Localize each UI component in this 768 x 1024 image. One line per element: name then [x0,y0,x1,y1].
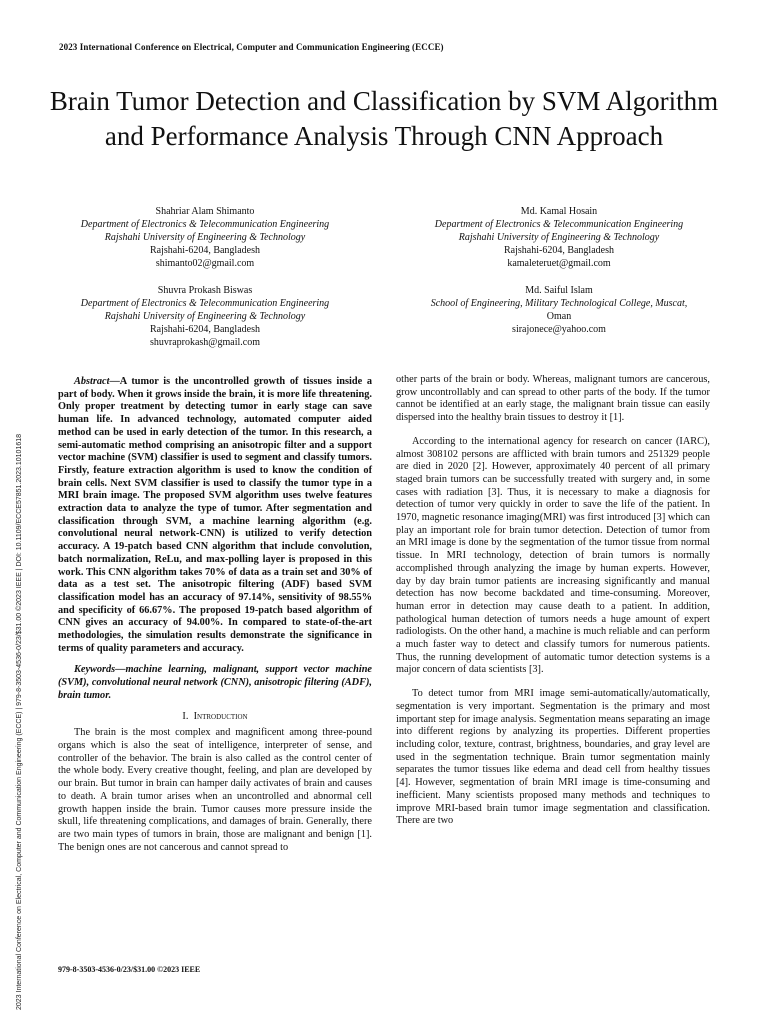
abstract-label: Abstract [74,376,110,387]
body-paragraph: The brain is the most complex and magnificent among three-pound organs which is also the seat of intelligence, interpreter of sense, and controller of the behavior. The brain is also called as the control center of the whole body. Every creative thought, feeling, and plan are developed by our brain. But tumor in brain can hamper daily activates of brain and causes to death. A brain tumor arises when an uncontrolled and abnormal cell growth happen inside the brain. Tumor causes more pressure inside the skull, life threatening complications, and damages of brain. Generally, there are two main types of tumors in brain, those are malignant and benign [1]. The benign ones are not cancerous and cannot spread to [58,727,372,853]
keywords-text: —machine learning, malignant, support vector machine (SVM), convolutional neural network (CNN), anisotropic filtering (ADF), brain tumor. [58,664,372,701]
author-name: Shahriar Alam Shimanto [155,206,255,217]
section-heading [58,711,372,724]
author-block [400,205,718,270]
author-block [60,284,350,349]
body-paragraph: To detect tumor from MRI image semi-automatically/automatically, segmentation is very important. Segmentation is the primary and most important step for image analysis. Segmentation means separating an image into different regions by analyzing its properties. Different properties including color, texture, contrast, brightness, boundaries, and gray level are used in the segmentation technique. Brain tumor segmentation mainly separates the tumor tissues like edema and dead cell from healthy tissues [4]. However, segmentation of brain MRI image is time-consuming and inefficient. Many scientists proposed many methods and techniques to improve MRI-based brain tumor image segmentation and classification. There are two [396,688,710,827]
author-univ: Rajshahi University of Engineering & Technology [458,232,660,243]
conference-header: 2023 International Conference on Electrical, Computer and Communication Engineering (ECCE) [59,42,444,52]
author-name: Md. Saiful Islam [525,285,593,296]
body-paragraph: other parts of the brain or body. Whereas, malignant tumors are cancerous, grow uncontrollably and can spread to other parts of the body. If the tumor cannot be identified at an early stage, the malignant brain tissue can easily dispersed into the healthy brain tissues to destroy it [1]. [396,374,710,424]
section-title: Introduction [193,710,248,722]
author-block [400,284,718,336]
paper-title: Brain Tumor Detection and Classification by SVM Algorithm and Performance Analysis Through CNN Approach [49,86,719,151]
author-name: Shuvra Prokash Biswas [157,285,253,296]
author-address: Rajshahi-6204, Bangladesh [150,245,260,256]
author-email: sirajonece@yahoo.com [512,324,606,335]
author-email: shuvraprokash@gmail.com [149,337,261,348]
body-paragraph: According to the international agency for research on cancer (IARC), almost 308102 persons are afflicted with brain tumors and 251329 people are died in 2020 [2]. However, approximately 40 percent of all primary staged brain tumors can be successfully treated with surgery and, in some cases with radiation [3]. Thus, it is necessary to make a diagnosis for detection of tumor very quickly in order to save the life of the patient. In 1970, magnetic resonance imaging(MRI) was first introduced [3] which can play an important role for brain tumor detection. Detection of tumor from an MRI image is done by the segmentation of the tumor tissue from normal tissue. In MRI technology, detection of brain tumors is normally accomplished through analyzing the image by human experts. However, day by day brain tumor patients are increasing significantly and manual detection has now become backdated and time-consuming. Moreover, human error in detection may cause death to a patient. In addition, pathological human detection of tumors needs a huge amount of expert radiologists. On the other hand, a machine is much reliable and can perform a much faster way to detect and classify tumors for numerous patients. Thus, the running development of automatic tumor detection systems is a major concern of data scientists [3]. [396,435,710,676]
author-address: Oman [546,311,572,322]
section-number: I. [182,710,189,722]
abstract [58,376,372,655]
author-address: Rajshahi-6204, Bangladesh [150,324,260,335]
author-email: kamaleteruet@gmail.com [507,258,611,269]
author-dept: School of Engineering, Military Technological College, Muscat, [430,298,688,309]
side-margin-citation: 2023 International Conference on Electrical, Computer and Communication Engineering (ECCE) | 979-8-3503-4536-0/23/$31.00 ©2023 IEEE | DOI: 10.1109/ECCE57851.2023.10101618 [16,433,23,1010]
author-dept: Department of Electronics & Telecommunication Engineering [80,219,330,230]
keywords [58,664,372,702]
author-univ: Rajshahi University of Engineering & Technology [104,232,306,243]
abstract-text: —A tumor is the uncontrolled growth of tissues inside a part of body. When it grows inside the brain, it is more life threatening. Only proper treatment by detecting tumor in early stage can save human life. In advanced technology, automated computer aided method can be used in early detection of the tumor. In this research, a semi-automatic method comprising an anisotropic filter and a support vector machine (SVM) classifier is used to segment and classify tumors. Firstly, feature extraction algorithm is used to know the condition of brain cells. Next SVM classifier is used to classify the tumor type in a MRI brain image. The proposed SVM algorithm uses twelve features extraction data to analyze the type of tumor. After segmentation and classification through SVM, a machine learning algorithm (e.g. convolutional neural network-CNN) is utilized to verify detection accuracy. A 19-patch based CNN algorithm that include convolution, batch normalization, ReLu, and max-polling layer is proposed in this work. This CNN algorithm takes 70% of data as a train set and 30% of data as a test set. The anisotropic filtering (ADF) based SVM classification model has an accuracy of 97.14%, sensitivity of 98.55% and specificity of 66.67%. The proposed 19-patch based algorithm of CNN gives an accuracy of 94.00%. In compared to state-of-the-art methodologies, the simulation results demonstrate the significance in terms of quality parameters and accuracy. [58,376,372,654]
footer-copyright: 979-8-3503-4536-0/23/$31.00 ©2023 IEEE [58,965,201,974]
author-email: shimanto02@gmail.com [155,258,255,269]
right-column [396,374,710,828]
author-address: Rajshahi-6204, Bangladesh [504,245,614,256]
author-dept: Department of Electronics & Telecommunication Engineering [80,298,330,309]
author-block [60,205,350,270]
author-dept: Department of Electronics & Telecommunication Engineering [434,219,684,230]
keywords-label: Keywords [74,664,116,676]
left-column [58,376,372,854]
author-name: Md. Kamal Hosain [520,206,598,217]
author-univ: Rajshahi University of Engineering & Technology [104,311,306,322]
